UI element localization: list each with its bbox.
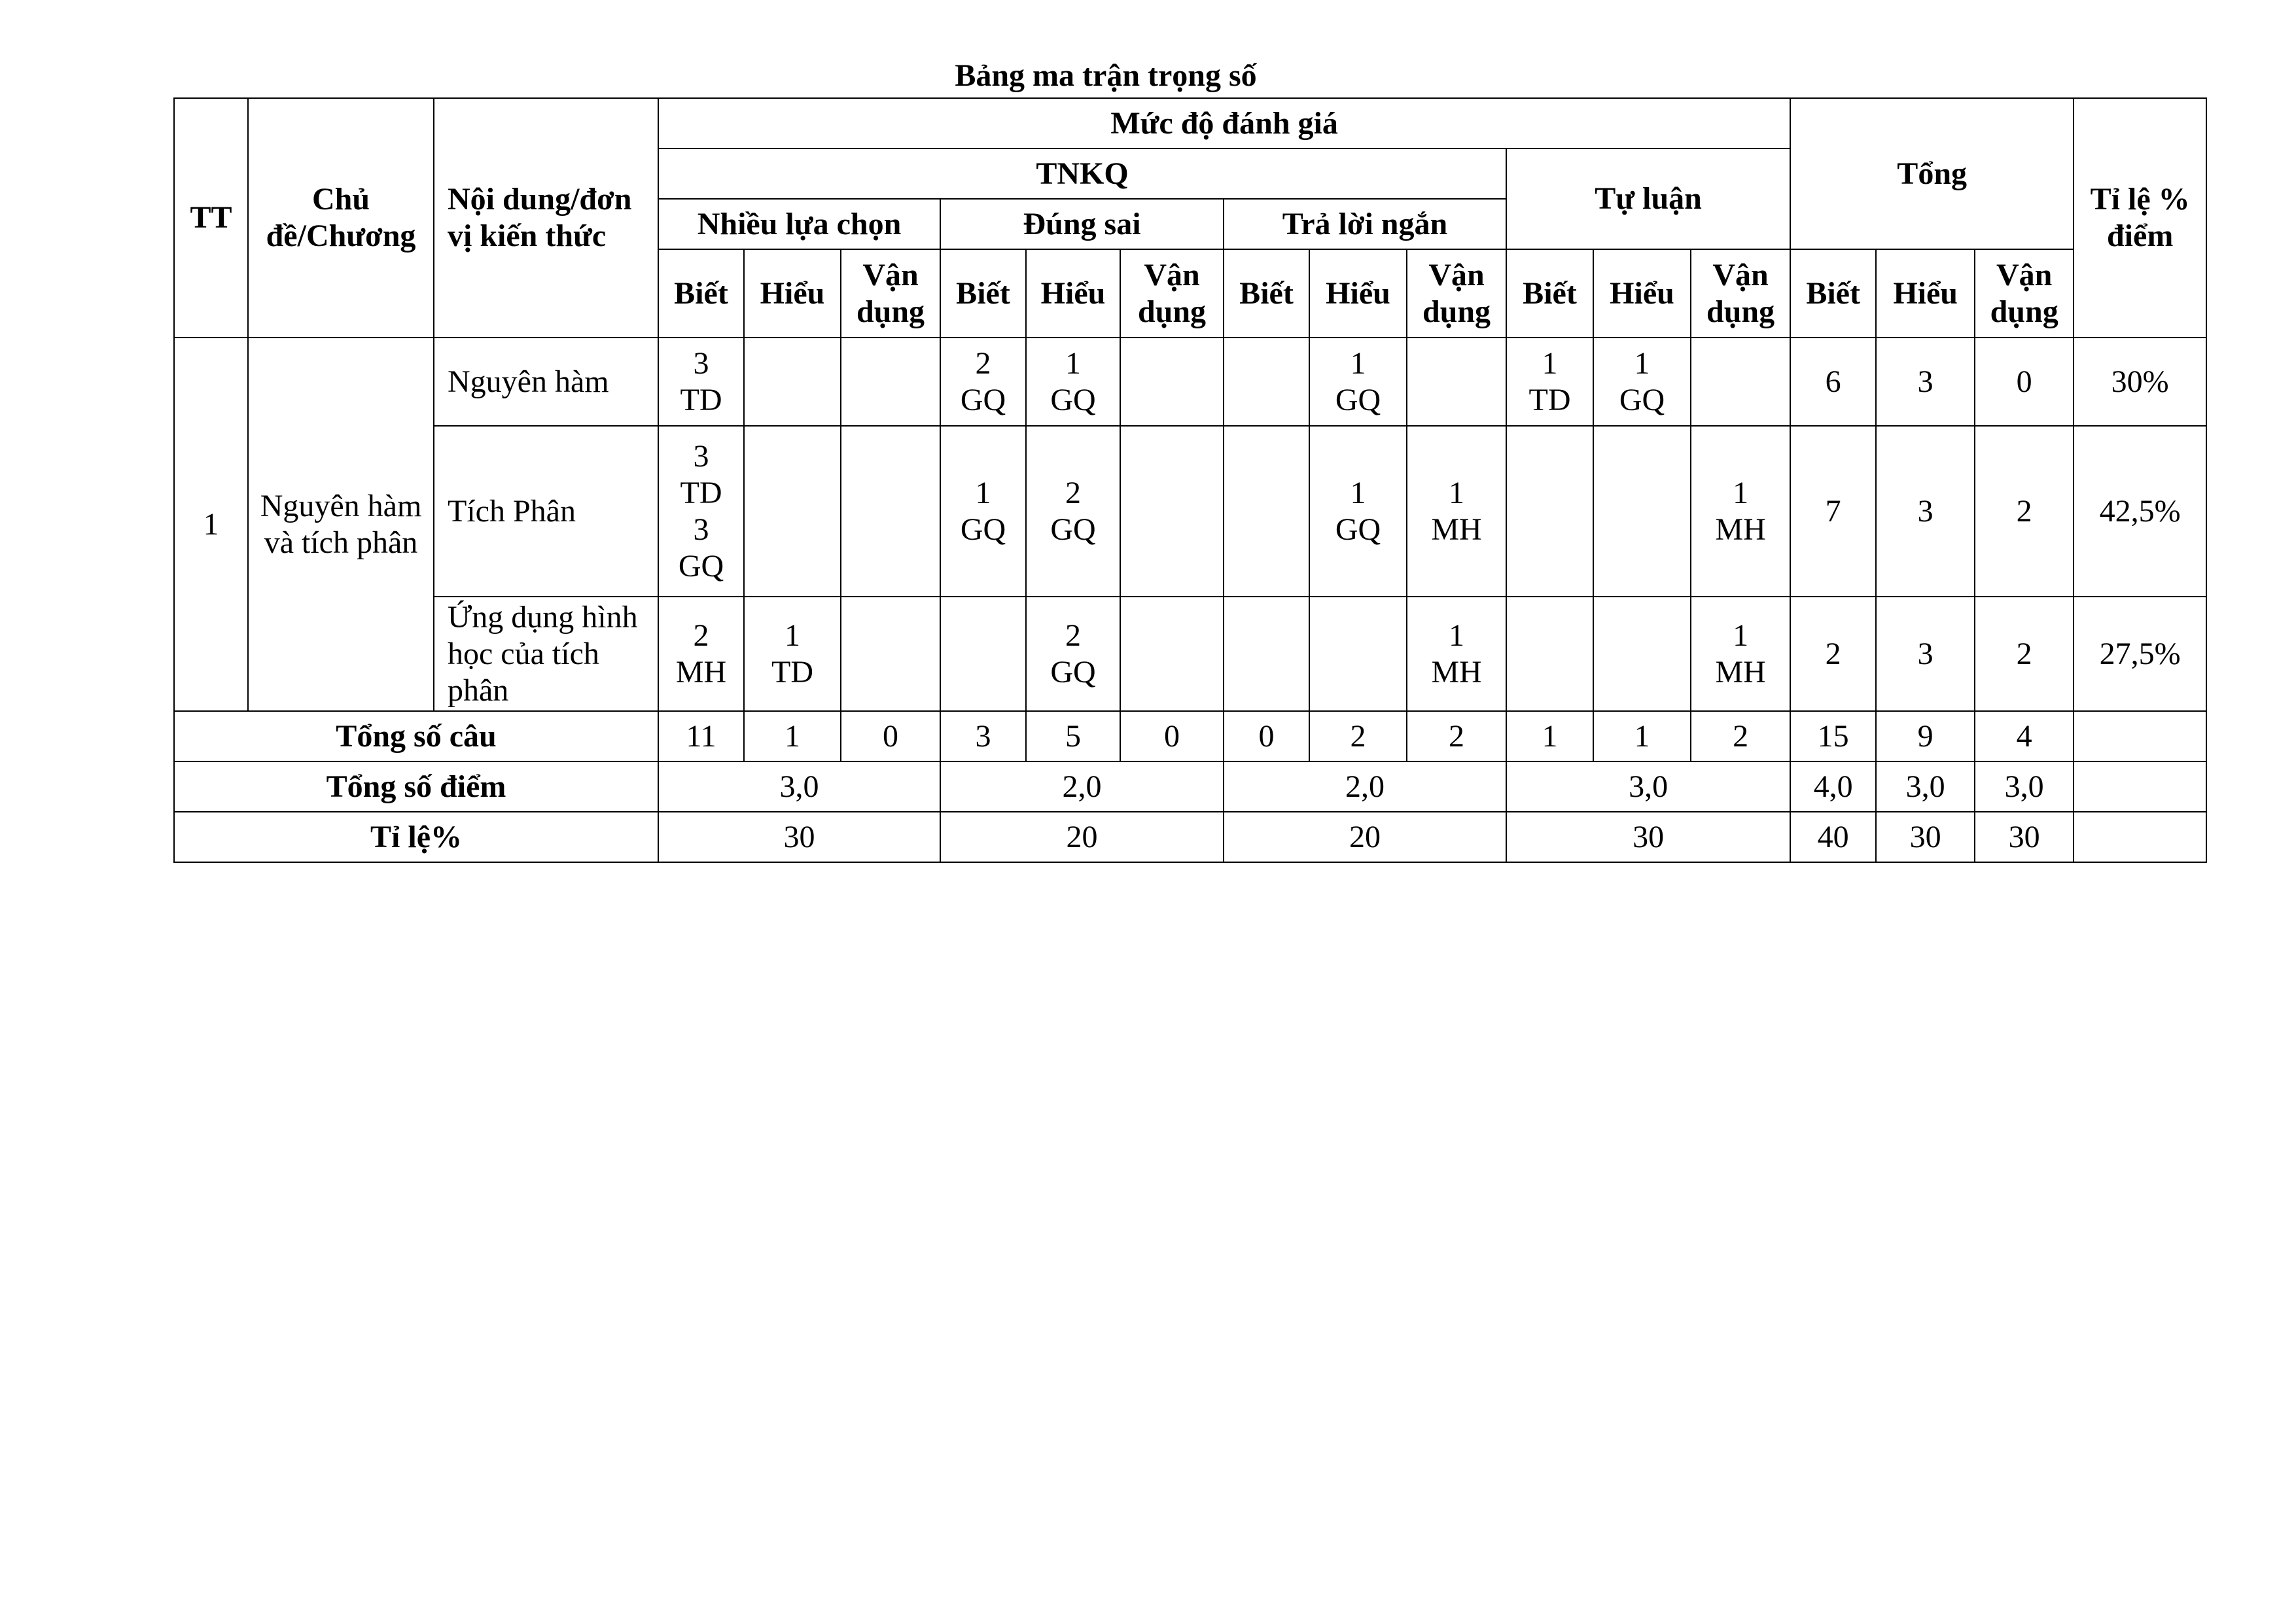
matrix-cell — [1120, 426, 1224, 597]
summary-group-value: 30 — [658, 812, 940, 862]
header-level-van-dung: Vận dụng — [1975, 249, 2074, 338]
matrix-cell — [744, 597, 841, 711]
matrix-cell — [1691, 338, 1790, 426]
row-percent-cell: 30% — [2074, 338, 2206, 426]
header-level-van-dung: Vận dụng — [1407, 249, 1506, 338]
header-tt: TT — [174, 98, 248, 338]
row-total-cell: 2 — [1975, 426, 2074, 597]
summary-value: 1 — [1593, 711, 1691, 761]
row-total-cell: 3 — [1876, 426, 1975, 597]
row-total-cell: 3 — [1876, 597, 1975, 711]
cell-line: 1 — [1542, 345, 1558, 381]
summary-value: 1 — [1506, 711, 1593, 761]
cell-line: MH — [1431, 512, 1482, 547]
row-total-cell: 6 — [1790, 338, 1876, 426]
cell-line: GQ — [1335, 512, 1381, 547]
matrix-cell — [744, 426, 841, 597]
cell-line: 1 — [1634, 345, 1650, 381]
summary-group-value: 2,0 — [940, 761, 1224, 812]
summary-label: Tổng số câu — [174, 711, 658, 761]
matrix-cell — [1506, 338, 1593, 426]
cell-line: MH — [1431, 654, 1482, 689]
matrix-cell — [1407, 426, 1506, 597]
summary-label: Tổng số điểm — [174, 761, 658, 812]
header-level-hieu: Hiểu — [744, 249, 841, 338]
row-total-cell: 2 — [1975, 597, 2074, 711]
matrix-cell — [1309, 597, 1407, 711]
cell-line: 1 — [975, 475, 991, 510]
cell-line: MH — [675, 654, 727, 689]
matrix-cell — [841, 597, 940, 711]
matrix-cell — [1691, 426, 1790, 597]
cell-line: GQ — [960, 382, 1006, 417]
header-dung-sai: Đúng sai — [940, 199, 1224, 249]
cell-line: GQ — [1050, 382, 1096, 417]
cell-line: 1 — [1733, 618, 1749, 653]
header-level-van-dung: Vận dụng — [1691, 249, 1790, 338]
cell-line: GQ — [678, 548, 724, 584]
summary-group-value: 3,0 — [1506, 761, 1790, 812]
cell-line: GQ — [1050, 512, 1096, 547]
matrix-cell — [1224, 426, 1309, 597]
summary-total: 4 — [1975, 711, 2074, 761]
row-total-cell: 2 — [1790, 597, 1876, 711]
cell-line: 3 — [693, 438, 709, 474]
header-level-biet: Biết — [1790, 249, 1876, 338]
summary-total: 4,0 — [1790, 761, 1876, 812]
header-tu-luan: Tự luận — [1506, 148, 1790, 249]
cell-line: 1 — [1449, 475, 1464, 510]
row-total-cell: 0 — [1975, 338, 2074, 426]
summary-value: 11 — [658, 711, 744, 761]
cell-line: 1 — [785, 618, 800, 653]
summary-group-value: 3,0 — [658, 761, 940, 812]
header-tong: Tổng — [1790, 98, 2074, 249]
matrix-cell — [940, 597, 1026, 711]
cell-line: GQ — [1050, 654, 1096, 689]
cell-line: 1 — [1449, 618, 1464, 653]
content-name: Tích Phân — [434, 426, 658, 597]
summary-empty — [2074, 812, 2206, 862]
cell-line: GQ — [960, 512, 1006, 547]
cell-line: 3 — [693, 512, 709, 547]
summary-value: 0 — [841, 711, 940, 761]
cell-line: TD — [680, 475, 722, 510]
chapter-number: 1 — [174, 338, 248, 711]
matrix-cell — [1407, 338, 1506, 426]
matrix-cell — [1120, 338, 1224, 426]
header-level-hieu: Hiểu — [1876, 249, 1975, 338]
summary-label: Tỉ lệ% — [174, 812, 658, 862]
table-row — [174, 597, 2206, 711]
cell-line: MH — [1715, 512, 1766, 547]
table-row — [174, 426, 2206, 597]
summary-total: 9 — [1876, 711, 1975, 761]
matrix-cell — [1407, 597, 1506, 711]
cell-line: GQ — [1335, 382, 1381, 417]
summary-total: 30 — [1876, 812, 1975, 862]
summary-total: 30 — [1975, 812, 2074, 862]
summary-group-value: 30 — [1506, 812, 1790, 862]
row-percent-cell: 27,5% — [2074, 597, 2206, 711]
matrix-cell — [658, 338, 744, 426]
content-name: Ứng dụng hình học của tích phân — [434, 597, 658, 711]
header-level-van-dung: Vận dụng — [841, 249, 940, 338]
summary-total: 3,0 — [1876, 761, 1975, 812]
summary-total: 15 — [1790, 711, 1876, 761]
matrix-cell — [1593, 338, 1691, 426]
weight-matrix-table — [173, 97, 2207, 863]
table-row — [174, 338, 2206, 426]
header-level-biet: Biết — [658, 249, 744, 338]
cell-line: 2 — [693, 618, 709, 653]
header-level-van-dung: Vận dụng — [1120, 249, 1224, 338]
header-level-biet: Biết — [940, 249, 1026, 338]
matrix-cell — [940, 426, 1026, 597]
summary-total: 40 — [1790, 812, 1876, 862]
summary-empty — [2074, 761, 2206, 812]
cell-line: TD — [1528, 382, 1571, 417]
matrix-cell — [1506, 597, 1593, 711]
matrix-cell — [658, 426, 744, 597]
matrix-cell — [1309, 426, 1407, 597]
matrix-cell — [940, 338, 1026, 426]
header-ti-le-diem: Tỉ lệ % điểm — [2074, 98, 2206, 338]
summary-value: 0 — [1224, 711, 1309, 761]
summary-value: 2 — [1309, 711, 1407, 761]
header-chu-de: Chủ đề/Chương — [248, 98, 434, 338]
summary-row-questions — [174, 711, 2206, 761]
table-title: Bảng ma trận trọng số — [955, 58, 1257, 93]
summary-row-ratio — [174, 812, 2206, 862]
cell-line: TD — [680, 382, 722, 417]
cell-line: 1 — [1065, 345, 1081, 381]
cell-line: 2 — [1065, 618, 1081, 653]
matrix-cell — [1506, 426, 1593, 597]
row-percent-cell: 42,5% — [2074, 426, 2206, 597]
matrix-cell — [1593, 426, 1691, 597]
summary-value: 5 — [1026, 711, 1120, 761]
matrix-cell — [1224, 338, 1309, 426]
cell-line: TD — [771, 654, 813, 689]
summary-empty — [2074, 711, 2206, 761]
summary-row-points — [174, 761, 2206, 812]
summary-group-value: 2,0 — [1224, 761, 1506, 812]
header-nhieu-lua-chon: Nhiều lựa chọn — [658, 199, 940, 249]
cell-line: 1 — [1350, 475, 1366, 510]
summary-value: 1 — [744, 711, 841, 761]
cell-line: GQ — [1619, 382, 1665, 417]
matrix-cell — [1309, 338, 1407, 426]
matrix-cell — [841, 338, 940, 426]
matrix-cell — [658, 597, 744, 711]
summary-value: 2 — [1407, 711, 1506, 761]
row-total-cell: 7 — [1790, 426, 1876, 597]
header-muc-do: Mức độ đánh giá — [658, 98, 1790, 148]
matrix-cell — [744, 338, 841, 426]
summary-value: 0 — [1120, 711, 1224, 761]
header-level-biet: Biết — [1506, 249, 1593, 338]
matrix-cell — [1593, 597, 1691, 711]
header-tra-loi-ngan: Trả lời ngắn — [1224, 199, 1506, 249]
content-name: Nguyên hàm — [434, 338, 658, 426]
summary-value: 3 — [940, 711, 1026, 761]
matrix-cell — [1026, 597, 1120, 711]
header-noi-dung: Nội dung/đơn vị kiến thức — [434, 98, 658, 338]
summary-value: 2 — [1691, 711, 1790, 761]
header-level-hieu: Hiểu — [1309, 249, 1407, 338]
summary-group-value: 20 — [1224, 812, 1506, 862]
cell-line: 2 — [975, 345, 991, 381]
matrix-cell — [1026, 426, 1120, 597]
row-total-cell: 3 — [1876, 338, 1975, 426]
header-tnkq: TNKQ — [658, 148, 1506, 199]
matrix-cell — [1224, 597, 1309, 711]
summary-total: 3,0 — [1975, 761, 2074, 812]
chapter-name: Nguyên hàm và tích phân — [248, 338, 434, 711]
cell-line: MH — [1715, 654, 1766, 689]
summary-group-value: 20 — [940, 812, 1224, 862]
cell-line: 3 — [693, 345, 709, 381]
header-level-biet: Biết — [1224, 249, 1309, 338]
cell-line: 2 — [1065, 475, 1081, 510]
matrix-cell — [841, 426, 940, 597]
header-level-hieu: Hiểu — [1026, 249, 1120, 338]
matrix-cell — [1026, 338, 1120, 426]
matrix-cell — [1120, 597, 1224, 711]
cell-line: 1 — [1350, 345, 1366, 381]
cell-line: 1 — [1733, 475, 1749, 510]
header-level-hieu: Hiểu — [1593, 249, 1691, 338]
matrix-cell — [1691, 597, 1790, 711]
